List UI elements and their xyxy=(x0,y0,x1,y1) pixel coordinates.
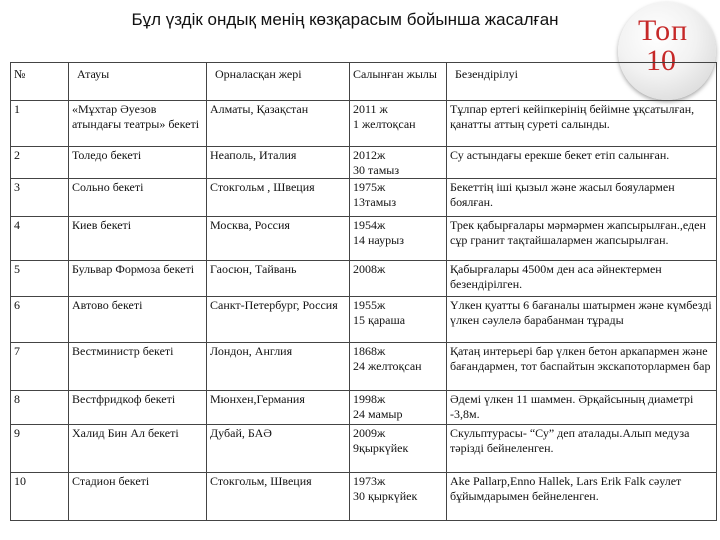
cell-name: Толедо бекеті xyxy=(69,147,207,179)
cell-date: 1868ж 24 желтоқсан xyxy=(350,343,447,391)
table-row xyxy=(11,425,717,473)
cell-design: Үлкен қуатты 6 бағаналы шатырмен және күмбезді үлкен сәулелә барабанман тұрады xyxy=(447,297,717,343)
cell-name: Вестминистр бекеті xyxy=(69,343,207,391)
header-date: Салынған жылы xyxy=(350,63,447,101)
table-row xyxy=(11,147,717,179)
cell-name: Стадион бекеті xyxy=(69,473,207,521)
cell-name: Автово бекеті xyxy=(69,297,207,343)
cell-date: 1975ж 13тамыз xyxy=(350,179,447,217)
cell-name: Сольно бекеті xyxy=(69,179,207,217)
cell-number: 6 xyxy=(11,297,69,343)
cell-location: Лондон, Англия xyxy=(207,343,350,391)
cell-date: 1973ж 30 қыркүйек xyxy=(350,473,447,521)
cell-design: Су астындағы ерекше бекет етіп салынған. xyxy=(447,147,717,179)
cell-location: Дубай, БАӘ xyxy=(207,425,350,473)
cell-location: Москва, Россия xyxy=(207,217,350,261)
cell-date: 2008ж xyxy=(350,261,447,297)
cell-name: Халид Бин Ал бекеті xyxy=(69,425,207,473)
cell-design: Тұлпар ертегі кейіпкерінің бейімне ұқсатылған, қанатты аттың суреті салынды. xyxy=(447,101,717,147)
cell-location: Мюнхен,Германия xyxy=(207,391,350,425)
header-number: № xyxy=(11,63,69,101)
cell-location: Алматы, Қазақстан xyxy=(207,101,350,147)
cell-number: 5 xyxy=(11,261,69,297)
header-location: Орналасқан жері xyxy=(207,63,350,101)
cell-date: 2011 ж 1 желтоқсан xyxy=(350,101,447,147)
cell-number: 4 xyxy=(11,217,69,261)
cell-name: «Мұхтар Әуезов атындағы театры» бекеті xyxy=(69,101,207,147)
table-row xyxy=(11,261,717,297)
cell-date: 1955ж 15 қараша xyxy=(350,297,447,343)
table-header-row xyxy=(11,63,717,101)
cell-design: Трек қабырғалары мәрмәрмен жапсырылған.,еден сұр гранит тақтайшалармен жапсырылған. xyxy=(447,217,717,261)
cell-number: 1 xyxy=(11,101,69,147)
metro-stations-table xyxy=(10,62,717,521)
table-row xyxy=(11,473,717,521)
cell-design: Әдемі үлкен 11 шаммен. Әрқайсының диаметрі -3,8м. xyxy=(447,391,717,425)
cell-location: Стокгольм , Швеция xyxy=(207,179,350,217)
cell-date: 2009ж 9қыркүйек xyxy=(350,425,447,473)
cell-date: 1998ж 24 мамыр xyxy=(350,391,447,425)
header-name: Атауы xyxy=(69,63,207,101)
cell-location: Стокгольм, Швеция xyxy=(207,473,350,521)
cell-design: Бекеттің іші қызыл және жасыл бояулармен боялған. xyxy=(447,179,717,217)
page-title: Бұл үздік ондық менің көзқарасым бойынша жасалған xyxy=(131,10,559,29)
table-row xyxy=(11,297,717,343)
cell-number: 10 xyxy=(11,473,69,521)
cell-number: 8 xyxy=(11,391,69,425)
cell-date: 1954ж 14 наурыз xyxy=(350,217,447,261)
cell-design: Ake Pallarp,Enno Hallek, Lars Erik Falk сәулет бұйымдарымен бейнеленген. xyxy=(447,473,717,521)
table-row xyxy=(11,217,717,261)
cell-number: 7 xyxy=(11,343,69,391)
cell-name: Вестфридкоф бекеті xyxy=(69,391,207,425)
cell-design: Скульптурасы- “Су” деп аталады.Алып медуза тәрізді бейнеленген. xyxy=(447,425,717,473)
cell-date: 2012ж 30 тамыз xyxy=(350,147,447,179)
cell-location: Неаполь, Италия xyxy=(207,147,350,179)
cell-number: 3 xyxy=(11,179,69,217)
cell-location: Гаосюн, Тайвань xyxy=(207,261,350,297)
header-design: Безендірілуі xyxy=(447,63,717,101)
cell-number: 9 xyxy=(11,425,69,473)
cell-design: Қатаң интерьері бар үлкен бетон аркапармен және бағандармен, тот баспайтын экскапоторлармен бар xyxy=(447,343,717,391)
table-body xyxy=(11,101,717,521)
cell-location: Санкт-Петербург, Россия xyxy=(207,297,350,343)
cell-name: Киев бекеті xyxy=(69,217,207,261)
table-row xyxy=(11,343,717,391)
badge-label-number: 10 xyxy=(646,44,676,77)
table-row xyxy=(11,391,717,425)
table-row xyxy=(11,101,717,147)
table-row xyxy=(11,179,717,217)
cell-design: Қабырғалары 4500м ден аса әйнектермен безендірілген. xyxy=(447,261,717,297)
cell-name: Бульвар Формоза бекеті xyxy=(69,261,207,297)
badge-label-top: Топ xyxy=(638,14,689,47)
cell-number: 2 xyxy=(11,147,69,179)
